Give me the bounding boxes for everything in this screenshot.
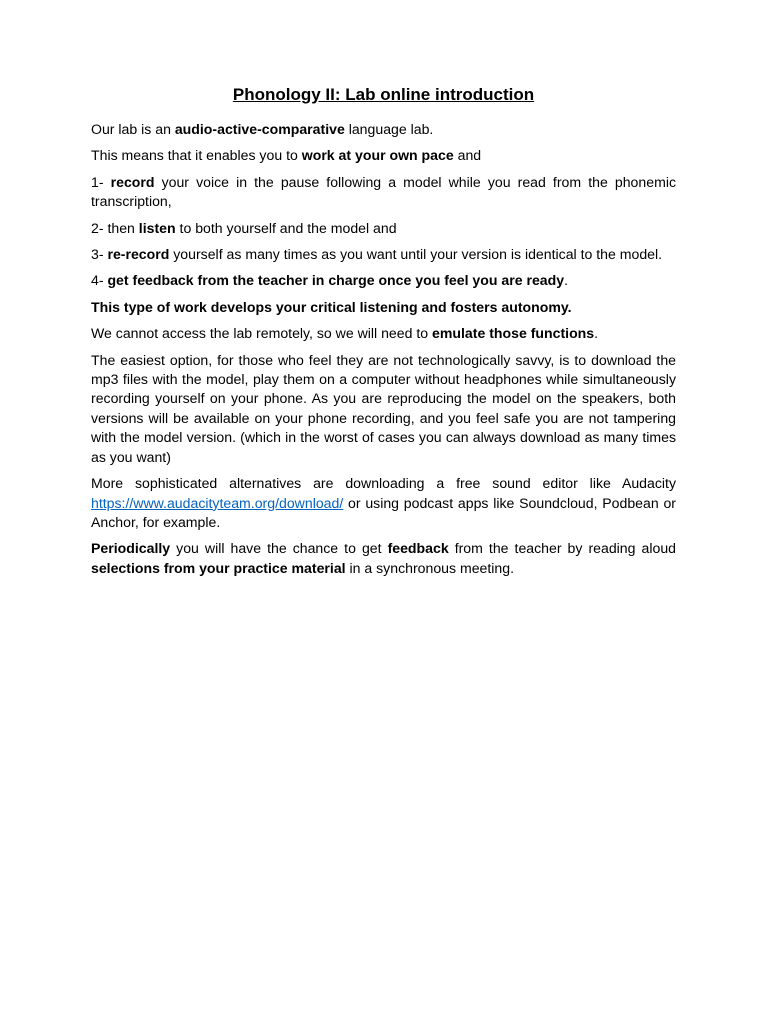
audacity-download-link[interactable]: https://www.audacityteam.org/download/	[91, 494, 344, 511]
paragraph-periodically: Periodically you will have the chance to get feedback from the teacher by reading aloud selections from your practice material in a synchronous meeting.	[91, 540, 676, 576]
paragraph-own-pace: This means that it enables you to work at your own pace and	[91, 147, 482, 164]
paragraph-easiest-option: The easiest option, for those who feel they are not technologically savvy, is to download the mp3 files with the model, play them on a computer without headphones while simultaneously recording yourself on your phone. As you are reproducing the model on the speakers, both versions will be available on your phone recording, and you feel safe you are not tampering with the model version. (which in the worst of cases you can always download as many times as you want)	[91, 351, 676, 465]
paragraph-alternatives: More sophisticated alternatives are downloading a free sound editor like Audacity https://www.audacityteam.org/download/ or using podcast apps like Soundcloud, Podbean or Anchor, for example.	[91, 475, 676, 530]
bold-sentence: This type of work develops your critical listening and fosters autonomy.	[91, 298, 572, 315]
bold-phrase: emulate those functions	[432, 325, 595, 342]
paragraph-emulate: We cannot access the lab remotely, so we will need to emulate those functions.	[91, 325, 599, 342]
list-item-listen: 2- then listen to both yourself and the model and	[91, 219, 397, 236]
bold-phrase: get feedback from the teacher in charge once you feel you are ready	[107, 272, 565, 289]
paragraph-lab-type: Our lab is an audio-active-comparative language lab.	[91, 121, 434, 137]
bold-phrase: Periodically	[91, 540, 171, 557]
bold-phrase: re-record	[107, 246, 170, 263]
bold-phrase: listen	[138, 219, 176, 236]
list-item-feedback: 4- get feedback from the teacher in charge once you feel you are ready.	[91, 272, 569, 289]
document-body	[91, 85, 676, 585]
paragraph-autonomy	[91, 298, 676, 317]
bold-phrase: work at your own pace	[301, 147, 454, 164]
bold-phrase: feedback	[387, 540, 449, 557]
bold-phrase: record	[110, 173, 155, 190]
document-title: Phonology II: Lab online introduction	[232, 85, 535, 104]
bold-phrase: selections from your practice material	[91, 559, 346, 576]
list-item-record: 1- record your voice in the pause following a model while you read from the phonemic transcription,	[91, 173, 676, 210]
bold-phrase: audio-active-comparative	[174, 121, 345, 137]
list-item-re-record: 3- re-record yourself as many times as you want until your version is identical to the model.	[91, 246, 663, 263]
